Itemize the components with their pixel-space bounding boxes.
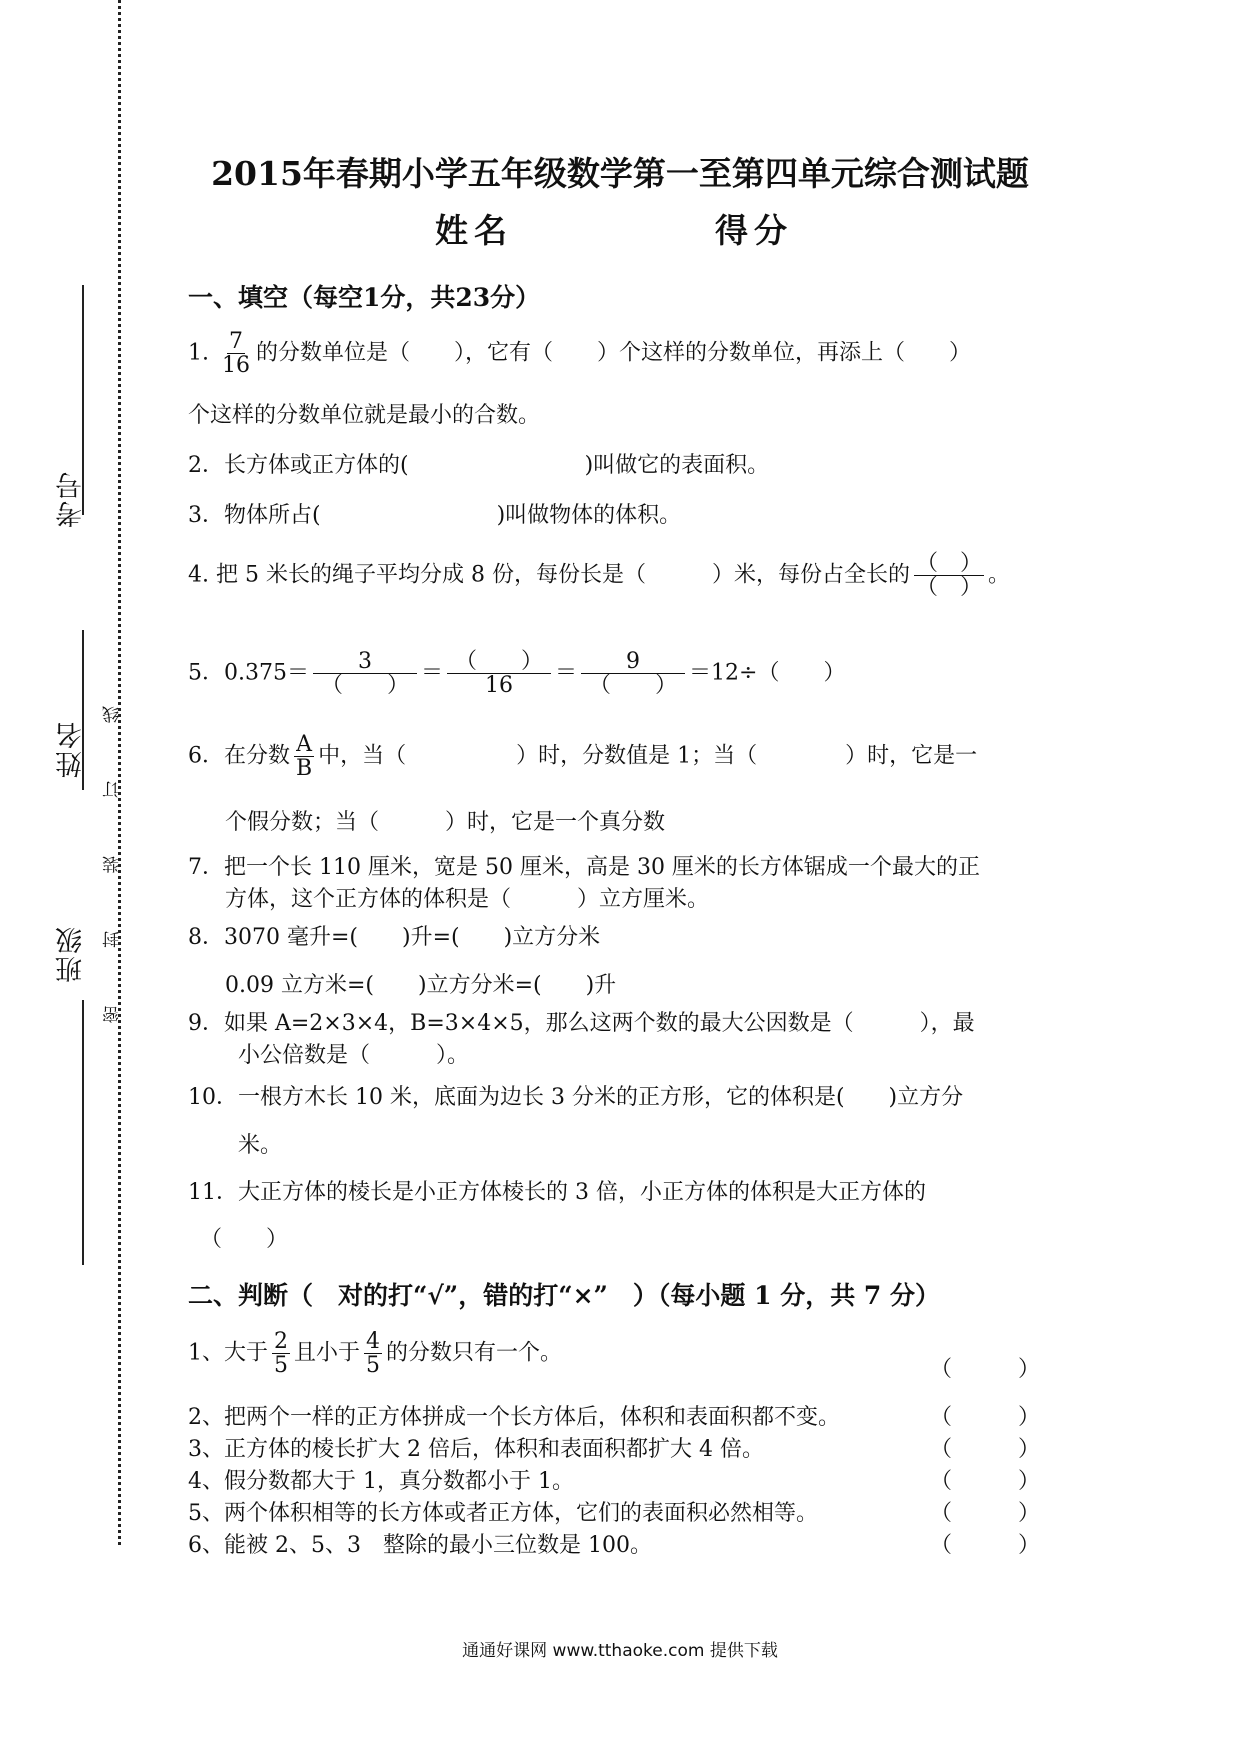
question-2: 2．长方体或正方体的( )叫做它的表面积。 — [188, 453, 770, 478]
page-title: 2015年春期小学五年级数学第一至第四单元综合测试题 — [211, 154, 1029, 193]
name-header-label: 姓名 — [435, 211, 513, 250]
question-1: 1. $\frac{7}{16}$ 的分数单位是（ ），它有（ ）个这样的分数单位，再添上（ ） — [188, 329, 972, 379]
question-1-cont: 个这样的分数单位就是最小的合数。 — [188, 403, 541, 428]
judge-item-6: 6、能被 2、5、3 整除的最小三位数是 100。 — [188, 1533, 652, 1558]
question-9-line1: 9．如果 A=2×3×4，B=3×4×5，那么这两个数的最大公因数是（ ），最 — [188, 1011, 975, 1036]
seal-line-text: 密封装订线 — [103, 648, 123, 1023]
judge-item-4: 4、假分数都大于 1，真分数都小于 1。 — [188, 1469, 574, 1494]
judge-item-1: 1、大于 $\frac{2}{5}$ 且小于 $\frac{4}{5}$ 的分数只有一个。 — [188, 1329, 563, 1379]
fraction-7-16: $\frac{7}{16}$ — [222, 329, 250, 379]
footer-source: 通通好课网 www.tthaoke.com 提供下载 — [462, 1641, 778, 1661]
question-9-line2: 小公倍数是（ ）。 — [238, 1043, 470, 1068]
binding-name-label: 姓名 — [56, 720, 87, 778]
question-8-line2: 0.09 立方米=( )立方分米=( )升 — [225, 973, 617, 998]
question-10-line2: 米。 — [238, 1133, 283, 1158]
answer-paren-5: （ ） — [930, 1501, 1041, 1526]
question-7-line1: 7．把一个长 110 厘米，宽是 50 厘米，高是 30 厘米的长方体锯成一个最大的正 — [188, 855, 980, 880]
answer-paren-4: （ ） — [930, 1469, 1041, 1494]
answer-paren-6: （ ） — [930, 1533, 1041, 1558]
question-7-line2: 方体，这个正方体的体积是（ ）立方厘米。 — [225, 887, 710, 912]
question-8-line1: 8．3070 毫升=( )升=( )立方分米 — [188, 925, 601, 950]
question-4: 4. 把 5 米长的绳子平均分成 8 份，每份长是（ ）米，每份占全长的 $\frac{( )}{( )}$ 。 — [188, 551, 1010, 601]
score-header-label: 得分 — [715, 211, 793, 250]
blank-fraction: $\frac{( )}{( )}$ — [915, 551, 982, 601]
question-6: 6．在分数 $\frac{A}{B}$ 中，当（ ）时，分数值是 1；当（ ）时，它是一 — [188, 732, 978, 782]
exam-no-label: 考号 — [56, 470, 87, 528]
judge-item-2: 2、把两个一样的正方体拼成一个长方体后，体积和表面积都不变。 — [188, 1405, 840, 1430]
answer-paren-3: （ ） — [930, 1437, 1041, 1462]
class-label: 班级 — [56, 925, 87, 983]
section2-heading: 二、判断（ 对的打“√”，错的打“×” ）（每小题 1 分，共 7 分） — [188, 1281, 941, 1310]
question-10-line1: 10．一根方木长 10 米，底面为边长 3 分米的正方形，它的体积是( )立方分 — [188, 1085, 964, 1110]
class-blank — [82, 1000, 84, 1265]
question-11-line1: 11．大正方体的棱长是小正方体棱长的 3 倍，小正方体的体积是大正方体的 — [188, 1180, 926, 1205]
question-5: 5．0.375＝ $\frac{3}{( )}$ ＝ $\frac{( )}{16}$ ＝ $\frac{9}{( )}$ ＝12÷（ ） — [188, 649, 846, 699]
question-3: 3．物体所占( )叫做物体的体积。 — [188, 503, 682, 528]
judge-item-5: 5、两个体积相等的长方体或者正方体，它们的表面积必然相等。 — [188, 1501, 818, 1526]
question-11-line2: （ ） — [200, 1227, 289, 1252]
section1-heading: 一、填空（每空1分，共23分） — [188, 283, 541, 312]
judge-item-3: 3、正方体的棱长扩大 2 倍后，体积和表面积都扩大 4 倍。 — [188, 1437, 764, 1462]
answer-paren-2: （ ） — [930, 1405, 1041, 1430]
question-6-cont: 个假分数；当（ ）时，它是一个真分数 — [225, 810, 666, 835]
answer-paren-1: （ ） — [930, 1357, 1041, 1382]
